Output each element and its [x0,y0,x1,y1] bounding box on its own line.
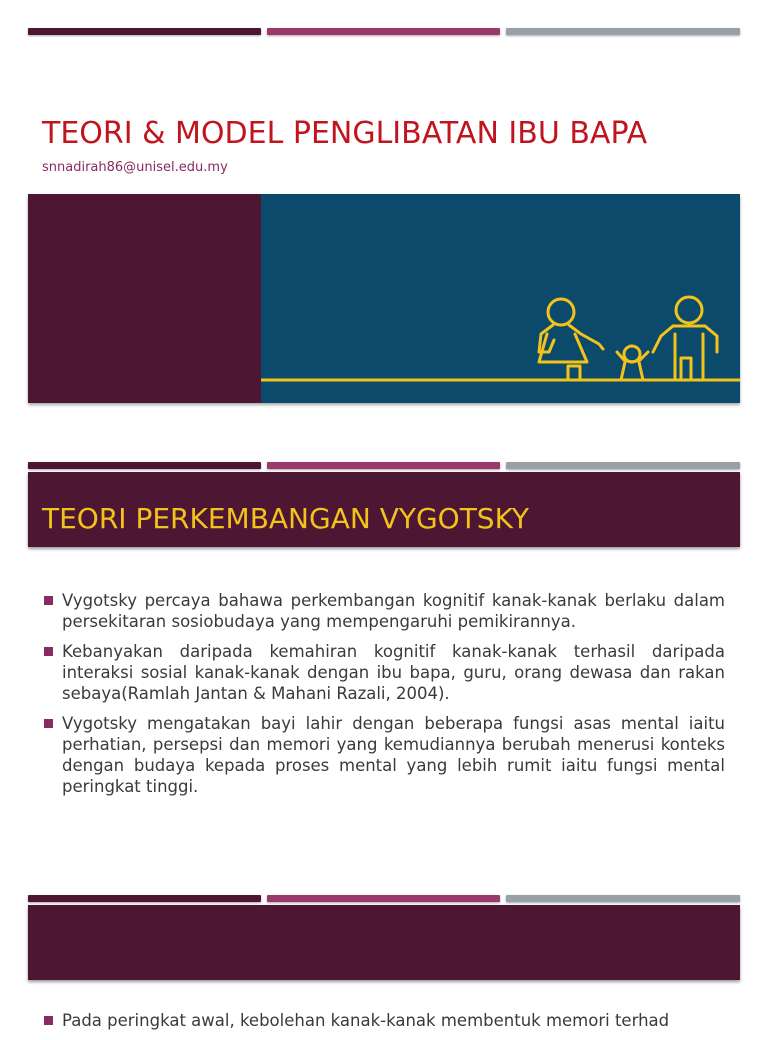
accent-stripe-magenta [267,28,500,35]
bullet-text: Vygotsky mengatakan bayi lahir dengan beberapa fungsi asas mental iaitu perhatian, persepsi dan memori yang kemudiannya berubah menerusi konteks dengan budaya kepada proses mental yang lebih rumit iaitu fungsi mental peringkat tinggi. [62,714,725,796]
square-bullet-icon [44,647,53,656]
slide1-accent-stripes [28,28,740,35]
slide2-title: TEORI PERKEMBANGAN VYGOTSKY [42,502,530,535]
slide1-email: snnadirah86@unisel.edu.my [42,160,228,175]
hero-teal-panel [261,194,740,403]
slide2-bullet-list [42,590,725,806]
slide3-bullet-list [42,1010,725,1040]
accent-stripe-magenta [267,462,500,469]
hero-maroon-panel [28,194,261,403]
square-bullet-icon [44,596,53,605]
slide3-title-banner [28,905,740,980]
accent-stripe-maroon [28,895,261,902]
accent-stripe-maroon [28,28,261,35]
family-icon [261,194,740,403]
accent-stripe-gray [506,895,740,902]
square-bullet-icon [44,719,53,728]
bullet-text: Vygotsky percaya bahawa perkembangan kognitif kanak-kanak berlaku dalam persekitaran sosiobudaya yang mempengaruhi pemikirannya. [62,591,725,631]
accent-stripe-magenta [267,895,500,902]
accent-stripe-gray [506,28,740,35]
slide2-accent-stripes [28,462,740,469]
bullet-item [42,590,725,632]
bullet-item [42,713,725,797]
accent-stripe-maroon [28,462,261,469]
slide1-hero-image [28,194,740,403]
slide3-accent-stripes [28,895,740,902]
bullet-text: Kebanyakan daripada kemahiran kognitif kanak-kanak terhasil daripada interaksi sosial kanak-kanak dengan ibu bapa, guru, orang dewasa dan rakan sebaya(Ramlah Jantan & Mahani Razali, 2004). [62,642,725,703]
slide2-title-banner [28,472,740,547]
bullet-item [42,641,725,704]
accent-stripe-gray [506,462,740,469]
bullet-text: Pada peringkat awal, kebolehan kanak-kanak membentuk memori terhad [62,1011,670,1030]
bullet-item [42,1010,725,1031]
slide1-title: TEORI & MODEL PENGLIBATAN IBU BAPA [42,116,648,151]
